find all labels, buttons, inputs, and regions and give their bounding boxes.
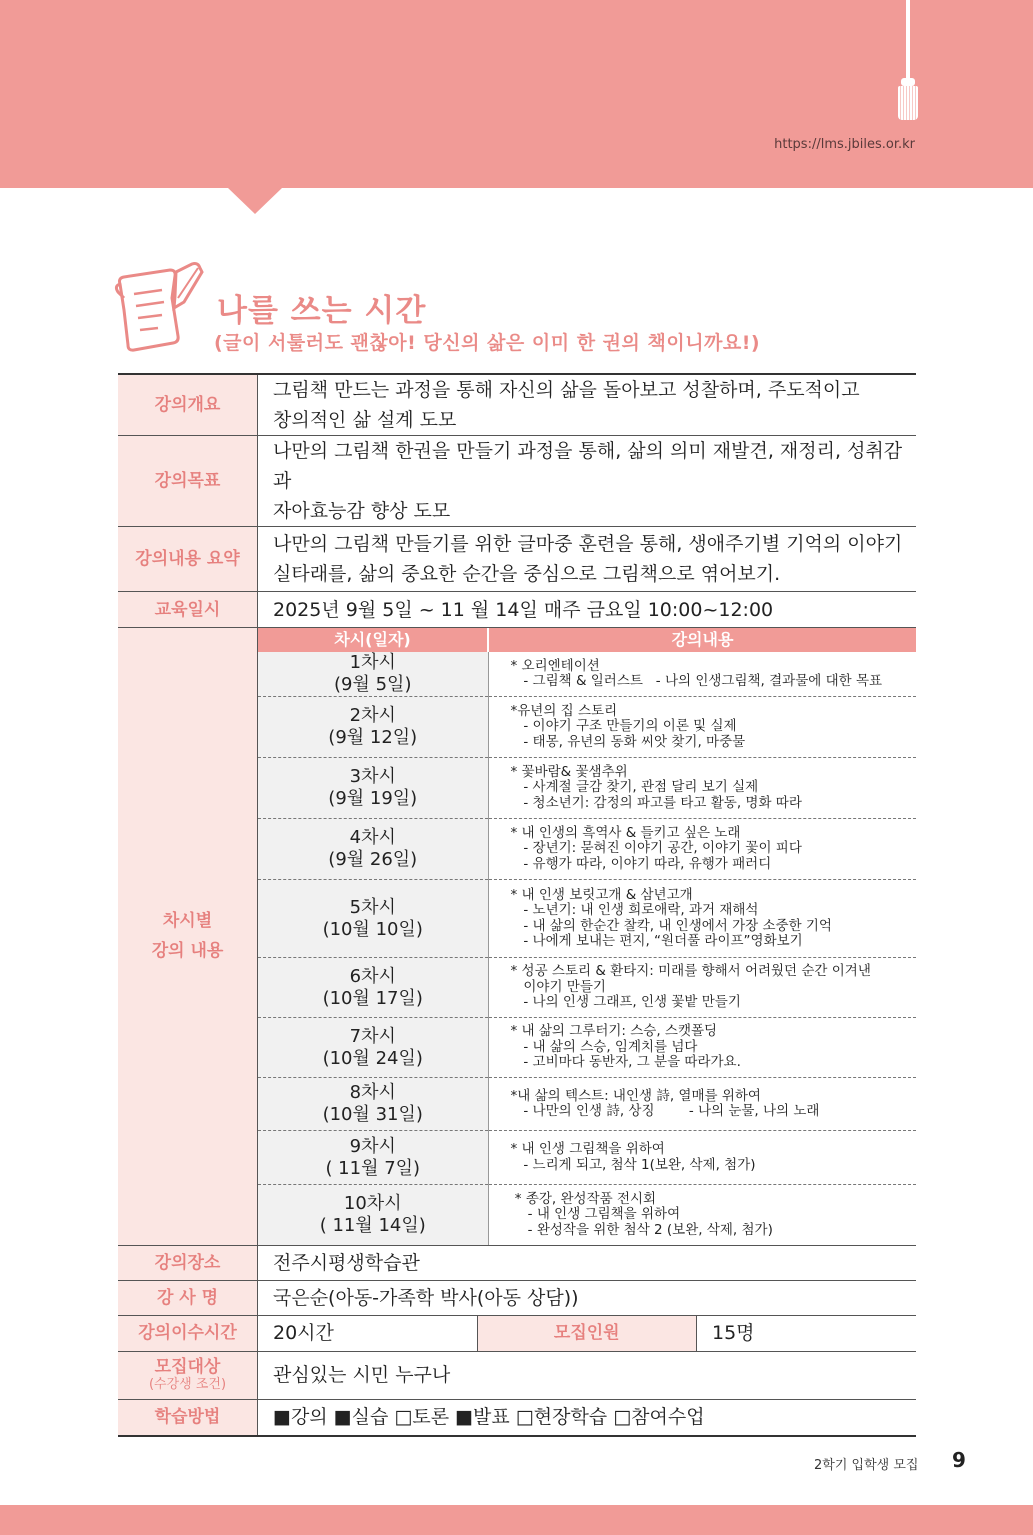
row-hours (118, 1315, 916, 1351)
summary-label: 강의내용 요약 (118, 527, 258, 592)
session-line: - 나만의 인생 詩, 상징 - 나의 눈물, 나의 노래 (510, 1103, 820, 1119)
session-number (258, 1018, 488, 1078)
site-url: https://lms.jbiles.or.kr (774, 137, 915, 152)
session-date: (10월 24일) (322, 1047, 423, 1069)
session-date: (9월 5일) (334, 674, 412, 695)
schedule-value: 2025년 9월 5일 ~ 11 월 14일 매주 금요일 10:00~12:00 (273, 598, 774, 621)
session-content (488, 1018, 916, 1078)
session-line: * 오리엔테이션 (510, 657, 600, 674)
hours-value: 20시간 (258, 1315, 478, 1351)
session-line: - 나에게 보내는 편지, “원더풀 라이프”영화보기 (510, 933, 803, 949)
session-content (488, 652, 916, 697)
bookmark-tassel-string (906, 0, 910, 82)
session-line: - 태몽, 유년의 동화 씨앗 찾기, 마중물 (510, 733, 746, 750)
session-line: * 내 인생의 흑역사 & 들키고 싶은 노래 (510, 824, 741, 841)
session-line: - 그림책 & 일러스트 - 나의 인생그림책, 결과물에 대한 목표 (510, 673, 883, 689)
session-line: - 이야기 구조 만들기의 이론 및 실제 (510, 718, 737, 735)
session-number (258, 1078, 488, 1131)
course-info-table (118, 373, 916, 1437)
session-line: * 성공 스토리 & 환타지: 미래를 향해서 어려웠던 순간 이겨낸 (510, 963, 871, 980)
page-title: 나를 쓰는 시간 (217, 293, 427, 329)
summary-line: 나만의 그림책 만들기를 위한 글마중 훈련을 통해, 생애주기별 기억의 이야기 (273, 533, 903, 555)
page-number: 9 (952, 1448, 966, 1472)
sessions-label (118, 628, 258, 1246)
row-method (118, 1399, 916, 1436)
header-notch (228, 188, 282, 214)
session-line: * 내 삶의 그루터기: 스승, 스캣폴딩 (510, 1023, 718, 1040)
session-line: * 종강, 완성작품 전시회 (510, 1190, 657, 1207)
sessions-label-line: 차시별 (162, 911, 213, 932)
session-line: * 내 인생 그림책을 위하여 (510, 1141, 665, 1157)
session-content (488, 880, 916, 958)
session-number (258, 958, 488, 1018)
session-no: 5차시 (349, 896, 396, 918)
col-session-header: 차시(일자) (258, 628, 488, 652)
session-line: - 내 인생 그림책을 위하여 (510, 1206, 681, 1222)
session-line: 이야기 만들기 (510, 978, 606, 995)
summary-value (258, 527, 917, 592)
col-content-header: 강의내용 (488, 628, 916, 652)
sessions-label-line: 강의 내용 (151, 941, 224, 962)
session-row (258, 758, 916, 819)
row-schedule (118, 592, 916, 628)
session-content (488, 1078, 916, 1131)
session-row (258, 652, 916, 697)
session-line: - 내 삶의 스승, 임계치를 넘다 (510, 1038, 698, 1055)
session-line: - 완성작을 위한 첨삭 2 (보완, 삭제, 첨가) (510, 1221, 773, 1238)
recruit-value: 15명 (712, 1322, 755, 1344)
recruit-label: 모집인원 (477, 1315, 697, 1351)
session-date: (10월 17일) (322, 987, 423, 1009)
place-value: 전주시평생학습관 (273, 1251, 420, 1274)
session-number (258, 1185, 488, 1245)
session-line: - 사계절 글감 찾기, 관점 달리 보기 실제 (510, 779, 759, 796)
session-no: 3차시 (349, 766, 396, 787)
session-date: (9월 19일) (328, 788, 418, 809)
session-date: (9월 12일) (328, 727, 418, 748)
overview-value (258, 374, 917, 436)
session-line: - 나의 인생 그래프, 인생 꽃밭 만들기 (510, 994, 741, 1011)
footer-band (0, 1505, 1033, 1535)
session-number (258, 758, 488, 819)
instructor-value: 국은순(아동-가족학 박사(아동 상담)) (273, 1286, 579, 1309)
session-line: - 고비마다 동반자, 그 분을 따라가요. (510, 1054, 741, 1071)
session-no: 7차시 (349, 1025, 396, 1047)
session-row (258, 1018, 916, 1078)
session-content (488, 1131, 916, 1185)
session-number (258, 819, 488, 880)
session-no: 8차시 (349, 1082, 396, 1103)
session-line: * 꽃바람& 꽃샘추위 (510, 763, 628, 780)
session-line: - 유행가 따라, 이야기 따라, 유행가 패러디 (510, 855, 772, 872)
session-date: ( 11월 14일) (319, 1214, 426, 1236)
session-line: - 내 삶의 한순간 찰칵, 내 인생에서 가장 소중한 기억 (510, 917, 832, 934)
target-value: 관심있는 시민 누구나 (273, 1364, 451, 1386)
session-date: (9월 26일) (328, 849, 418, 870)
session-row (258, 1131, 916, 1185)
header-band (0, 0, 1033, 188)
session-date: (10월 31일) (322, 1104, 423, 1125)
session-line: * 내 인생 보릿고개 & 삼년고개 (510, 886, 693, 903)
place-label: 강의장소 (118, 1245, 258, 1280)
overview-label: 강의개요 (118, 374, 258, 436)
bookmark-tassel-knot (901, 78, 915, 86)
row-goal (118, 436, 916, 527)
overview-line: 그림책 만드는 과정을 통해 자신의 삶을 돌아보고 성찰하며, 주도적이고 (273, 379, 860, 401)
session-number (258, 697, 488, 758)
writing-paper-pencil-icon (112, 258, 208, 354)
session-row (258, 819, 916, 880)
session-line: - 청소년기: 감정의 파고를 타고 활동, 명화 따라 (510, 794, 802, 811)
target-label-sub: (수강생 조건) (148, 1377, 227, 1392)
row-place (118, 1245, 916, 1280)
session-content (488, 819, 916, 880)
session-number (258, 1131, 488, 1185)
method-label: 학습방법 (118, 1399, 258, 1436)
session-no: 6차시 (349, 965, 396, 987)
row-instructor (118, 1280, 916, 1315)
sessions-table (258, 628, 916, 1245)
session-no: 2차시 (349, 705, 396, 726)
row-target (118, 1351, 916, 1399)
row-overview (118, 374, 916, 436)
session-line: *내 삶의 텍스트: 내인생 詩, 열매를 위하여 (510, 1087, 761, 1104)
session-row (258, 1185, 916, 1245)
session-no: 4차시 (349, 827, 396, 848)
sessions-header (258, 628, 916, 652)
session-content (488, 758, 916, 819)
goal-value (258, 436, 917, 527)
session-number (258, 652, 488, 697)
goal-label: 강의목표 (118, 436, 258, 527)
target-label (118, 1351, 258, 1399)
session-content (488, 697, 916, 758)
session-line: *유년의 집 스토리 (510, 702, 618, 719)
session-row (258, 958, 916, 1018)
schedule-label: 교육일시 (118, 592, 258, 628)
session-row (258, 697, 916, 758)
sessions-cell (258, 628, 917, 1246)
session-content (488, 958, 916, 1018)
session-number (258, 880, 488, 958)
overview-line: 창의적인 삶 설계 도모 (273, 409, 457, 431)
session-line: - 느리게 되고, 첨삭 1(보완, 삭제, 첨가) (510, 1156, 756, 1173)
method-value: ■강의 ■실습 □토론 ■발표 □현장학습 □참여수업 (273, 1406, 705, 1429)
hours-label: 강의이수시간 (118, 1315, 258, 1351)
session-row (258, 880, 916, 958)
session-no: 9차시 (349, 1135, 396, 1157)
session-date: (10월 10일) (322, 918, 423, 940)
target-label-main: 모집대상 (154, 1357, 221, 1377)
session-line: - 노년기: 내 인생 희로애락, 과거 재해석 (510, 902, 759, 918)
instructor-label: 강 사 명 (118, 1280, 258, 1315)
page-subtitle: (글이 서툴러도 괜찮아! 당신의 삶은 이미 한 권의 책이니까요!) (214, 332, 761, 354)
goal-line: 자아효능감 향상 도모 (273, 500, 451, 522)
session-line: - 장년기: 묻혀진 이야기 공간, 이야기 꽃이 피다 (510, 840, 802, 857)
session-date: ( 11월 7일) (325, 1157, 421, 1179)
footer-text: 2학기 입학생 모집 (814, 1458, 919, 1473)
row-sessions (118, 628, 916, 1246)
session-no: 1차시 (349, 652, 396, 673)
row-summary (118, 527, 916, 592)
session-content (488, 1185, 916, 1245)
session-row (258, 1078, 916, 1131)
bookmark-tassel-icon (898, 86, 918, 120)
summary-line: 실타래를, 삶의 중요한 순간을 중심으로 그림책으로 엮어보기. (273, 563, 781, 585)
session-no: 10차시 (343, 1192, 402, 1214)
goal-line: 나만의 그림책 한권을 만들기 과정을 통해, 삶의 의미 재발견, 재정리, 성취감과 (273, 440, 903, 492)
